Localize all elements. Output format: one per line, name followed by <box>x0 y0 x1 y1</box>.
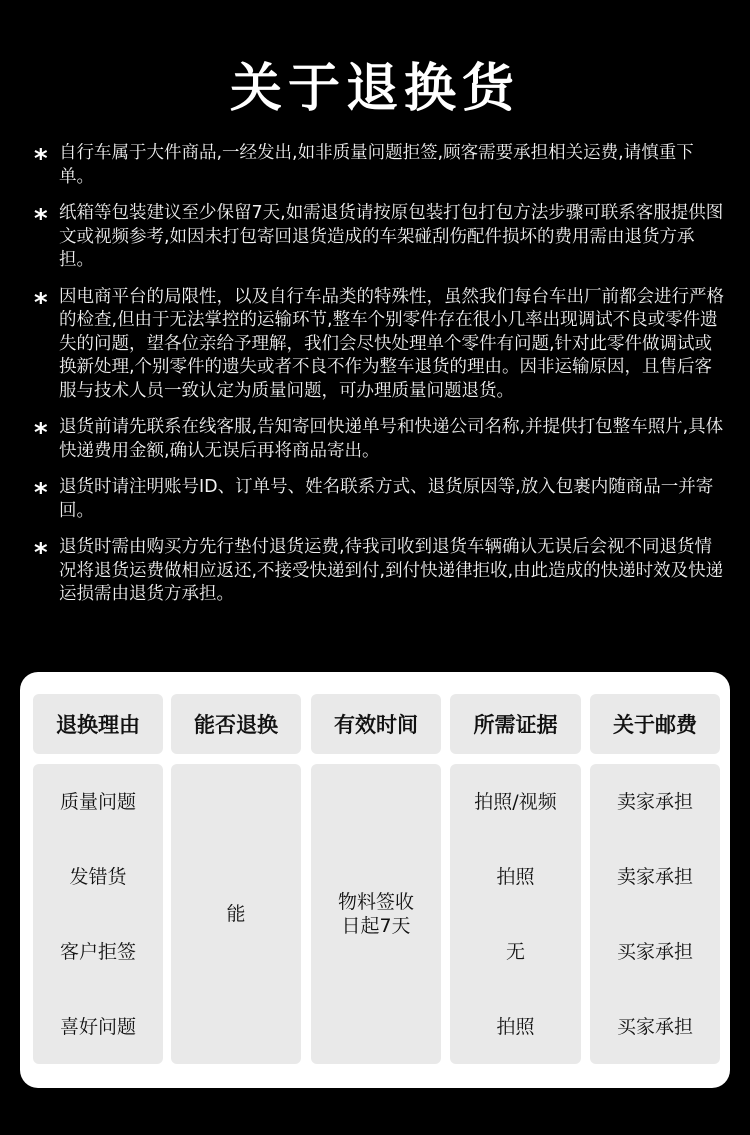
postage-cell: 买家承担 <box>616 941 693 963</box>
reason-column <box>33 764 163 1064</box>
evidence-cell: 无 <box>505 941 525 963</box>
page-title: 关于退换货 <box>229 59 520 119</box>
returnable-column <box>171 764 301 1064</box>
asterisk-icon: * <box>34 538 48 568</box>
returnable-cell: 能 <box>226 903 246 925</box>
reason-cell: 客户拒签 <box>59 941 136 963</box>
rule-item <box>34 202 724 273</box>
reason-cell: 喜好问题 <box>59 1016 136 1038</box>
rule-text: 退货前请先联系在线客服,告知寄回快递单号和快递公司名称,并提供打包整车照片,具体快递费用金额,确认无误后再将商品寄出。 <box>59 417 724 461</box>
postage-cell: 卖家承担 <box>616 866 693 888</box>
rule-item <box>34 476 724 523</box>
return-rules-list <box>34 142 724 620</box>
header-postage: 关于邮费 <box>590 694 720 754</box>
rule-text: 因电商平台的局限性，以及自行车品类的特殊性，虽然我们每台车出厂前都会进行严格的检查,但由于无法掌控的运输环节,整车个别零件存在很小几率出现调试不良或零件遗失的问题，望各位亲给予理解，我们会尽快处理单个零件有问题,针对此零件做调试或换新处理,个别零件的遗失或者不良不作为整车退货的理由。因非运输原因，且售后客服与技术人员一致认定为质量问题，可办理质量问题退货。 <box>59 286 724 401</box>
asterisk-icon: * <box>34 144 48 174</box>
evidence-cell: 拍照/视频 <box>474 791 557 813</box>
evidence-cell: 拍照 <box>496 1016 535 1038</box>
asterisk-icon: * <box>34 478 48 508</box>
rule-item <box>34 286 724 404</box>
asterisk-icon: * <box>34 204 48 234</box>
header-valid-time: 有效时间 <box>311 694 441 754</box>
postage-cell: 卖家承担 <box>616 791 693 813</box>
valid-time-column <box>311 764 441 1064</box>
rule-text: 自行车属于大件商品,一经发出,如非质量问题拒签,顾客需要承担相关运费,请慎重下单。 <box>59 143 694 187</box>
asterisk-icon: * <box>34 287 48 318</box>
rule-item <box>34 416 724 463</box>
valid-time-line: 日起7天 <box>341 915 411 937</box>
header-evidence: 所需证据 <box>450 694 581 754</box>
evidence-cell: 拍照 <box>496 866 535 888</box>
rule-item <box>34 142 724 189</box>
rule-item <box>34 536 724 607</box>
valid-time-cell <box>311 890 441 938</box>
reason-cell: 质量问题 <box>59 791 136 813</box>
rule-text: 纸箱等包装建议至少保留7天,如需退货请按原包装打包打包方法步骤可联系客服提供图文或视频参考,如因未打包寄回退货造成的车架碰刮伤配件损坏的费用需由退货方承担。 <box>59 203 724 270</box>
return-policy-table <box>20 672 730 1088</box>
rule-text: 退货时需由购买方先行垫付退货运费,待我司收到退货车辆确认无误后会视不同退货情况将退货运费做相应返还,不接受快递到付,到付快递律拒收,由此造成的快递时效及快递运损需由退货方承担。 <box>59 537 724 604</box>
evidence-column <box>450 764 581 1064</box>
reason-cell: 发错货 <box>69 866 127 888</box>
postage-column <box>590 764 720 1064</box>
asterisk-icon: * <box>34 418 48 448</box>
rule-text: 退货时请注明账号ID、订单号、姓名联系方式、退货原因等,放入包裹内随商品一并寄回。 <box>59 477 714 521</box>
header-returnable: 能否退换 <box>171 694 301 754</box>
postage-cell: 买家承担 <box>616 1016 693 1038</box>
valid-time-line: 物料签收 <box>337 891 414 913</box>
header-reason: 退换理由 <box>33 694 163 754</box>
